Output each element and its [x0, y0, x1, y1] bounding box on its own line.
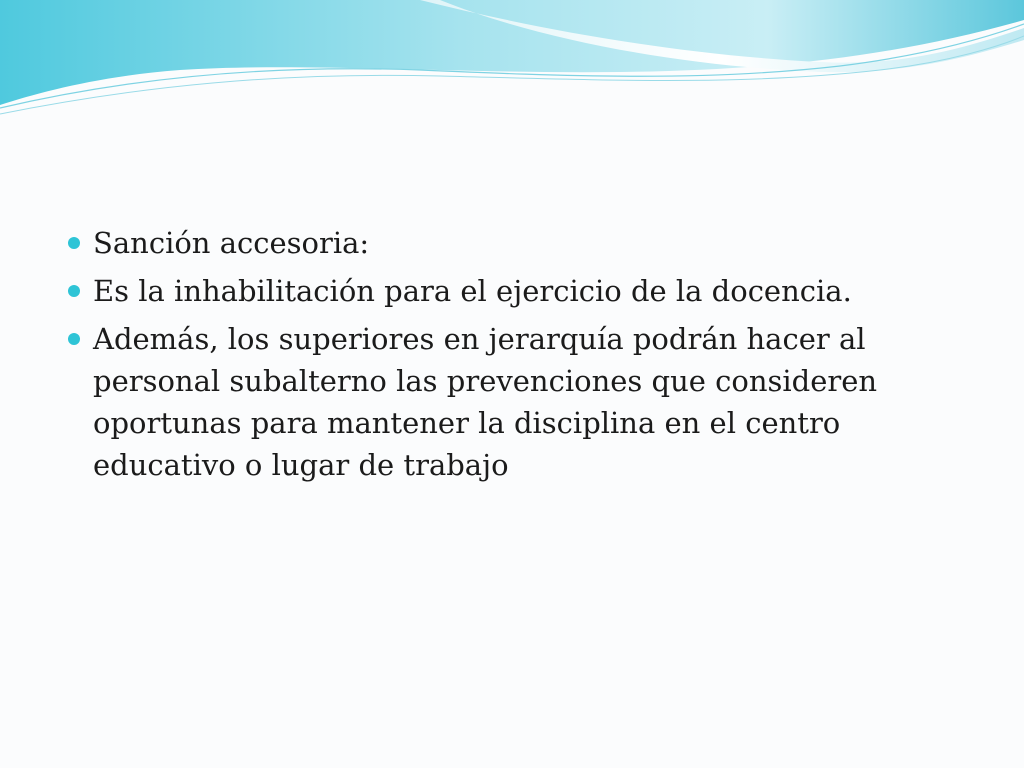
bullet-text: Además, los superiores en jerarquía podrán hacer al personal subalterno las prevenciones que consideren oportunas para mantener la disciplina en el centro educativo o lugar de trabajo	[93, 322, 878, 482]
bullet-dot-icon	[68, 333, 80, 345]
header-wave-decoration	[0, 0, 1024, 130]
slide-body	[68, 222, 948, 492]
bullet-dot-icon	[68, 285, 80, 297]
list-item	[68, 318, 948, 486]
bullet-dot-icon	[68, 237, 80, 249]
bullet-list	[68, 222, 948, 486]
list-item	[68, 270, 948, 312]
list-item	[68, 222, 948, 264]
bullet-text: Sanción accesoria:	[93, 226, 370, 260]
bullet-text: Es la inhabilitación para el ejercicio de la docencia.	[93, 274, 852, 308]
